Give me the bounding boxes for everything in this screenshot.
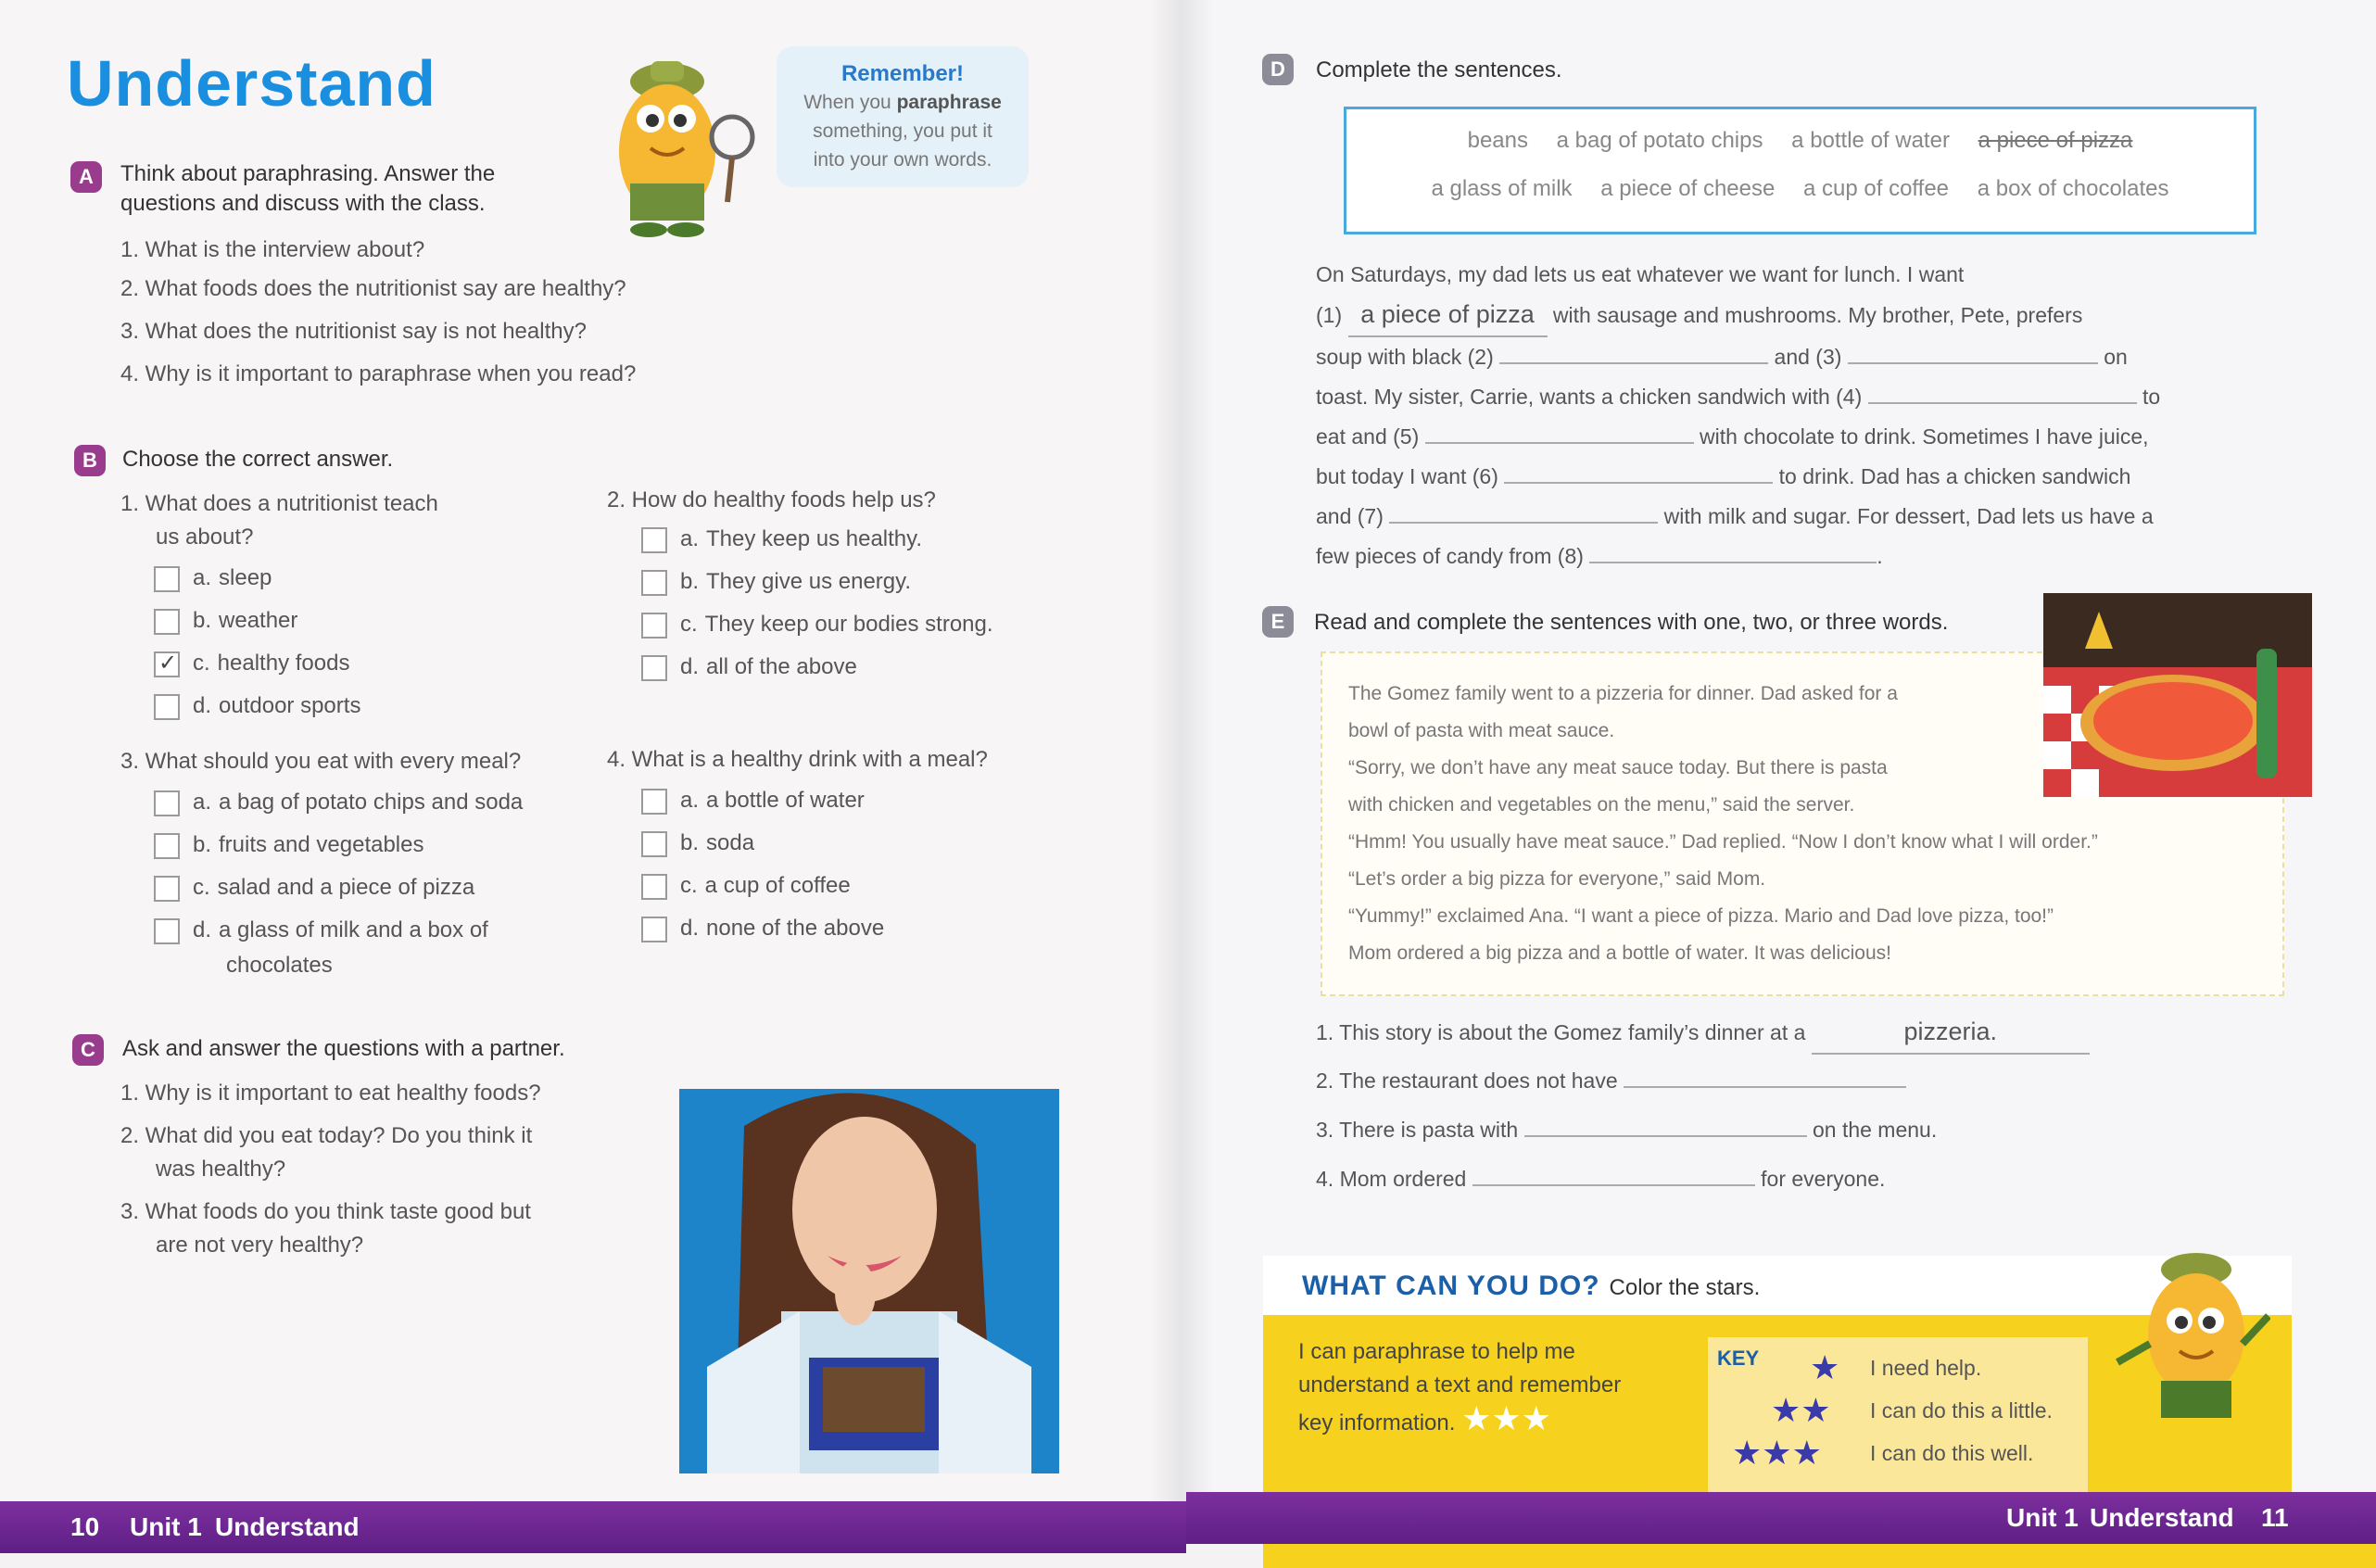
word-bank-item: a glass of milk: [1431, 176, 1573, 201]
section-a-heading-line-2: questions and discuss with the class.: [120, 191, 486, 216]
remember-heading: Remember!: [840, 61, 965, 86]
blank-8[interactable]: [1589, 562, 1877, 563]
footer-left: [0, 1501, 1186, 1553]
blank-3[interactable]: [1848, 362, 2098, 364]
section-a-heading-line-1: Think about paraphrasing. Answer the: [120, 161, 496, 186]
q3-option-c[interactable]: c. salad and a piece of pizza: [154, 875, 474, 902]
key-text-3: I can do this well.: [1870, 1441, 2034, 1465]
blank-2[interactable]: [1499, 362, 1768, 364]
q4-option-b[interactable]: b. soda: [641, 830, 754, 857]
q2-option-b[interactable]: b. They give us energy.: [641, 569, 911, 596]
q1-option-b[interactable]: b. weather: [154, 608, 297, 635]
section-d-badge: D: [1262, 54, 1294, 85]
cloze-line-3: soup with black (2) and (3) on: [1316, 345, 2128, 369]
footer-unit-right: Unit 1: [2006, 1503, 2079, 1532]
q4-option-d[interactable]: d. none of the above: [641, 916, 884, 942]
cloze-line-2: (1) a piece of pizza with sausage and mushrooms. My brother, Pete, prefers: [1316, 295, 2252, 337]
blank-5[interactable]: [1425, 442, 1694, 444]
mascot-illustration: [2113, 1242, 2270, 1436]
q3-option-d[interactable]: d. a glass of milk and a box of: [154, 917, 488, 944]
page-title: Understand: [67, 47, 436, 120]
key-row-1: [1810, 1348, 1839, 1387]
word-bank: [1344, 107, 2256, 234]
page-number-right: 11: [2261, 1503, 2289, 1532]
q3-option-d-line-2: chocolates: [226, 953, 333, 978]
q3-option-b[interactable]: b. fruits and vegetables: [154, 832, 424, 859]
question-2: 2. How do healthy foods help us?: [607, 487, 936, 512]
completion-sentence-4: 4. Mom ordered for everyone.: [1316, 1167, 1886, 1191]
story-line: The Gomez family went to a pizzeria for dinner. Dad asked for a: [1348, 683, 1898, 704]
word-bank-item: a piece of cheese: [1600, 176, 1776, 201]
section-c-question-2-line-2: was healthy?: [156, 1157, 286, 1182]
question-1: 1. What does a nutritionist teach: [120, 491, 438, 516]
question-1-line-2: us about?: [156, 525, 254, 550]
remember-line-3: into your own words.: [813, 149, 992, 171]
word-bank-item: a cup of coffee: [1803, 176, 1950, 201]
answer-blank-2[interactable]: [1624, 1086, 1906, 1088]
word-bank-item: beans: [1467, 128, 1528, 153]
section-a-question: 3. What does the nutritionist say is not healthy?: [120, 319, 587, 344]
answer-blank-3[interactable]: [1524, 1135, 1807, 1137]
mascot-magnifier-illustration: [593, 44, 760, 244]
star-icon: ★: [1762, 1434, 1792, 1472]
star-key: [1708, 1337, 2088, 1495]
cloze-paragraph: [1316, 255, 2252, 576]
star-icon: ★: [1771, 1391, 1801, 1429]
cloze-line-1: On Saturdays, my dad lets us eat whatever we want for lunch. I want: [1316, 262, 1965, 286]
q1-option-c[interactable]: ✓c. healthy foods: [154, 651, 349, 677]
word-bank-item: a bag of potato chips: [1556, 128, 1763, 153]
q1-option-d[interactable]: d. outdoor sports: [154, 693, 360, 720]
q2-option-a[interactable]: a. They keep us healthy.: [641, 526, 922, 553]
key-text-1: I need help.: [1870, 1356, 1982, 1380]
story-line: Mom ordered a big pizza and a bottle of water. It was delicious!: [1348, 942, 1891, 964]
question-4: 4. What is a healthy drink with a meal?: [607, 747, 988, 772]
q2-option-c[interactable]: c. They keep our bodies strong.: [641, 612, 993, 639]
key-row-3: [1732, 1434, 1822, 1473]
story-line: “Hmm! You usually have meat sauce.” Dad replied. “Now I don’t know what I will order.”: [1348, 831, 2098, 853]
star-icon: ★: [1810, 1348, 1840, 1386]
cloze-line-8: few pieces of candy from (8) .: [1316, 544, 1883, 568]
story-line: “Let’s order a big pizza for everyone,” said Mom.: [1348, 868, 1766, 890]
woman-eating-chocolate-photo: [679, 1089, 1059, 1473]
key-label: KEY: [1717, 1347, 1760, 1370]
section-d-heading: Complete the sentences.: [1316, 57, 1562, 82]
pizza-photo: [2043, 593, 2312, 797]
word-bank-row-2: [1346, 176, 2254, 202]
star-icon: ★: [1801, 1391, 1831, 1429]
section-b-heading: Choose the correct answer.: [122, 447, 394, 472]
footer-unit-left: Unit 1: [130, 1512, 202, 1541]
story-line: “Yummy!” exclaimed Ana. “I want a piece of pizza. Mario and Dad love pizza, too!”: [1348, 905, 2054, 927]
word-bank-item-crossed: a piece of pizza: [1978, 128, 2133, 153]
section-c-badge: C: [72, 1034, 104, 1066]
blank-7[interactable]: [1389, 522, 1658, 524]
q2-option-d[interactable]: d. all of the above: [641, 654, 857, 681]
section-c-question-1: 1. Why is it important to eat healthy foods?: [120, 1081, 541, 1106]
cloze-line-7: and (7) with milk and sugar. For dessert, Dad lets us have a: [1316, 504, 2154, 528]
q4-option-a[interactable]: a. a bottle of water: [641, 788, 865, 815]
page-number-left: 10: [70, 1512, 100, 1541]
footer-title-right: Understand: [2090, 1503, 2234, 1532]
word-bank-item: a box of chocolates: [1977, 176, 2169, 201]
word-bank-row-1: [1346, 128, 2254, 154]
word-bank-item: a bottle of water: [1791, 128, 1950, 153]
wcyd-statement: I can paraphrase to help me understand a text and remember key information. ★★★: [1298, 1339, 1622, 1437]
book-spine: [1149, 0, 1214, 1506]
section-a-question: 1. What is the interview about?: [120, 237, 425, 262]
q3-option-a[interactable]: a. a bag of potato chips and soda: [154, 790, 523, 816]
answer-blank-4[interactable]: [1472, 1184, 1755, 1186]
section-e-badge: E: [1262, 606, 1294, 638]
key-row-2: [1771, 1391, 1831, 1430]
blank-6[interactable]: [1504, 482, 1773, 484]
footer-right: [1186, 1492, 2376, 1544]
section-c-question-3: 3. What foods do you think taste good but: [120, 1199, 531, 1224]
answer-blank-1[interactable]: pizzeria.: [1812, 1012, 2090, 1055]
section-a-badge: A: [70, 161, 102, 193]
completion-sentence-1: 1. This story is about the Gomez family’s dinner at a pizzeria.: [1316, 1012, 2090, 1055]
cloze-line-5: eat and (5) with chocolate to drink. Sometimes I have juice,: [1316, 424, 2149, 449]
remember-line-1: When you paraphrase: [803, 92, 1002, 113]
section-a-question: 4. Why is it important to paraphrase when you read?: [120, 361, 637, 386]
star-icon: ★: [1791, 1434, 1822, 1472]
completion-sentence-3: 3. There is pasta with on the menu.: [1316, 1118, 1938, 1142]
wcyd-heading: WHAT CAN YOU DO? Color the stars.: [1302, 1271, 1761, 1301]
question-3: 3. What should you eat with every meal?: [120, 749, 522, 774]
completion-sentence-2: 2. The restaurant does not have: [1316, 1061, 1906, 1101]
section-e-heading: Read and complete the sentences with one, two, or three words.: [1314, 610, 1949, 635]
key-text-2: I can do this a little.: [1870, 1398, 2053, 1423]
blank-star-icon[interactable]: ★: [1491, 1399, 1522, 1437]
photo-illustration: [679, 1089, 1059, 1473]
story-line: bowl of pasta with meat sauce.: [1348, 720, 1615, 741]
star-icon: ★: [1732, 1434, 1763, 1472]
blank-star-icon[interactable]: ★: [1521, 1399, 1551, 1437]
section-b-badge: B: [74, 445, 106, 476]
section-c-question-2: 2. What did you eat today? Do you think it: [120, 1123, 533, 1148]
cloze-line-4: toast. My sister, Carrie, wants a chicken sandwich with (4) to: [1316, 385, 2161, 409]
footer-title-left: Understand: [215, 1512, 360, 1541]
section-c-heading: Ask and answer the questions with a partner.: [122, 1036, 565, 1061]
q1-option-a[interactable]: a. sleep: [154, 565, 272, 592]
blank-star-icon[interactable]: ★: [1461, 1399, 1492, 1437]
cloze-line-6: but today I want (6) to drink. Dad has a chicken sandwich: [1316, 464, 2131, 488]
blank-1[interactable]: a piece of pizza: [1348, 295, 1548, 337]
remember-callout: [777, 46, 1029, 187]
blank-4[interactable]: [1868, 402, 2137, 404]
section-c-question-3-line-2: are not very healthy?: [156, 1233, 364, 1258]
section-a-question: 2. What foods does the nutritionist say are healthy?: [120, 276, 626, 301]
story-line: “Sorry, we don’t have any meat sauce today. But there is pasta: [1348, 757, 1888, 778]
q4-option-c[interactable]: c. a cup of coffee: [641, 873, 851, 900]
pizza-illustration: [2043, 593, 2312, 797]
remember-line-2: something, you put it: [813, 120, 992, 142]
story-line: with chicken and vegetables on the menu,” said the server.: [1348, 794, 1855, 816]
